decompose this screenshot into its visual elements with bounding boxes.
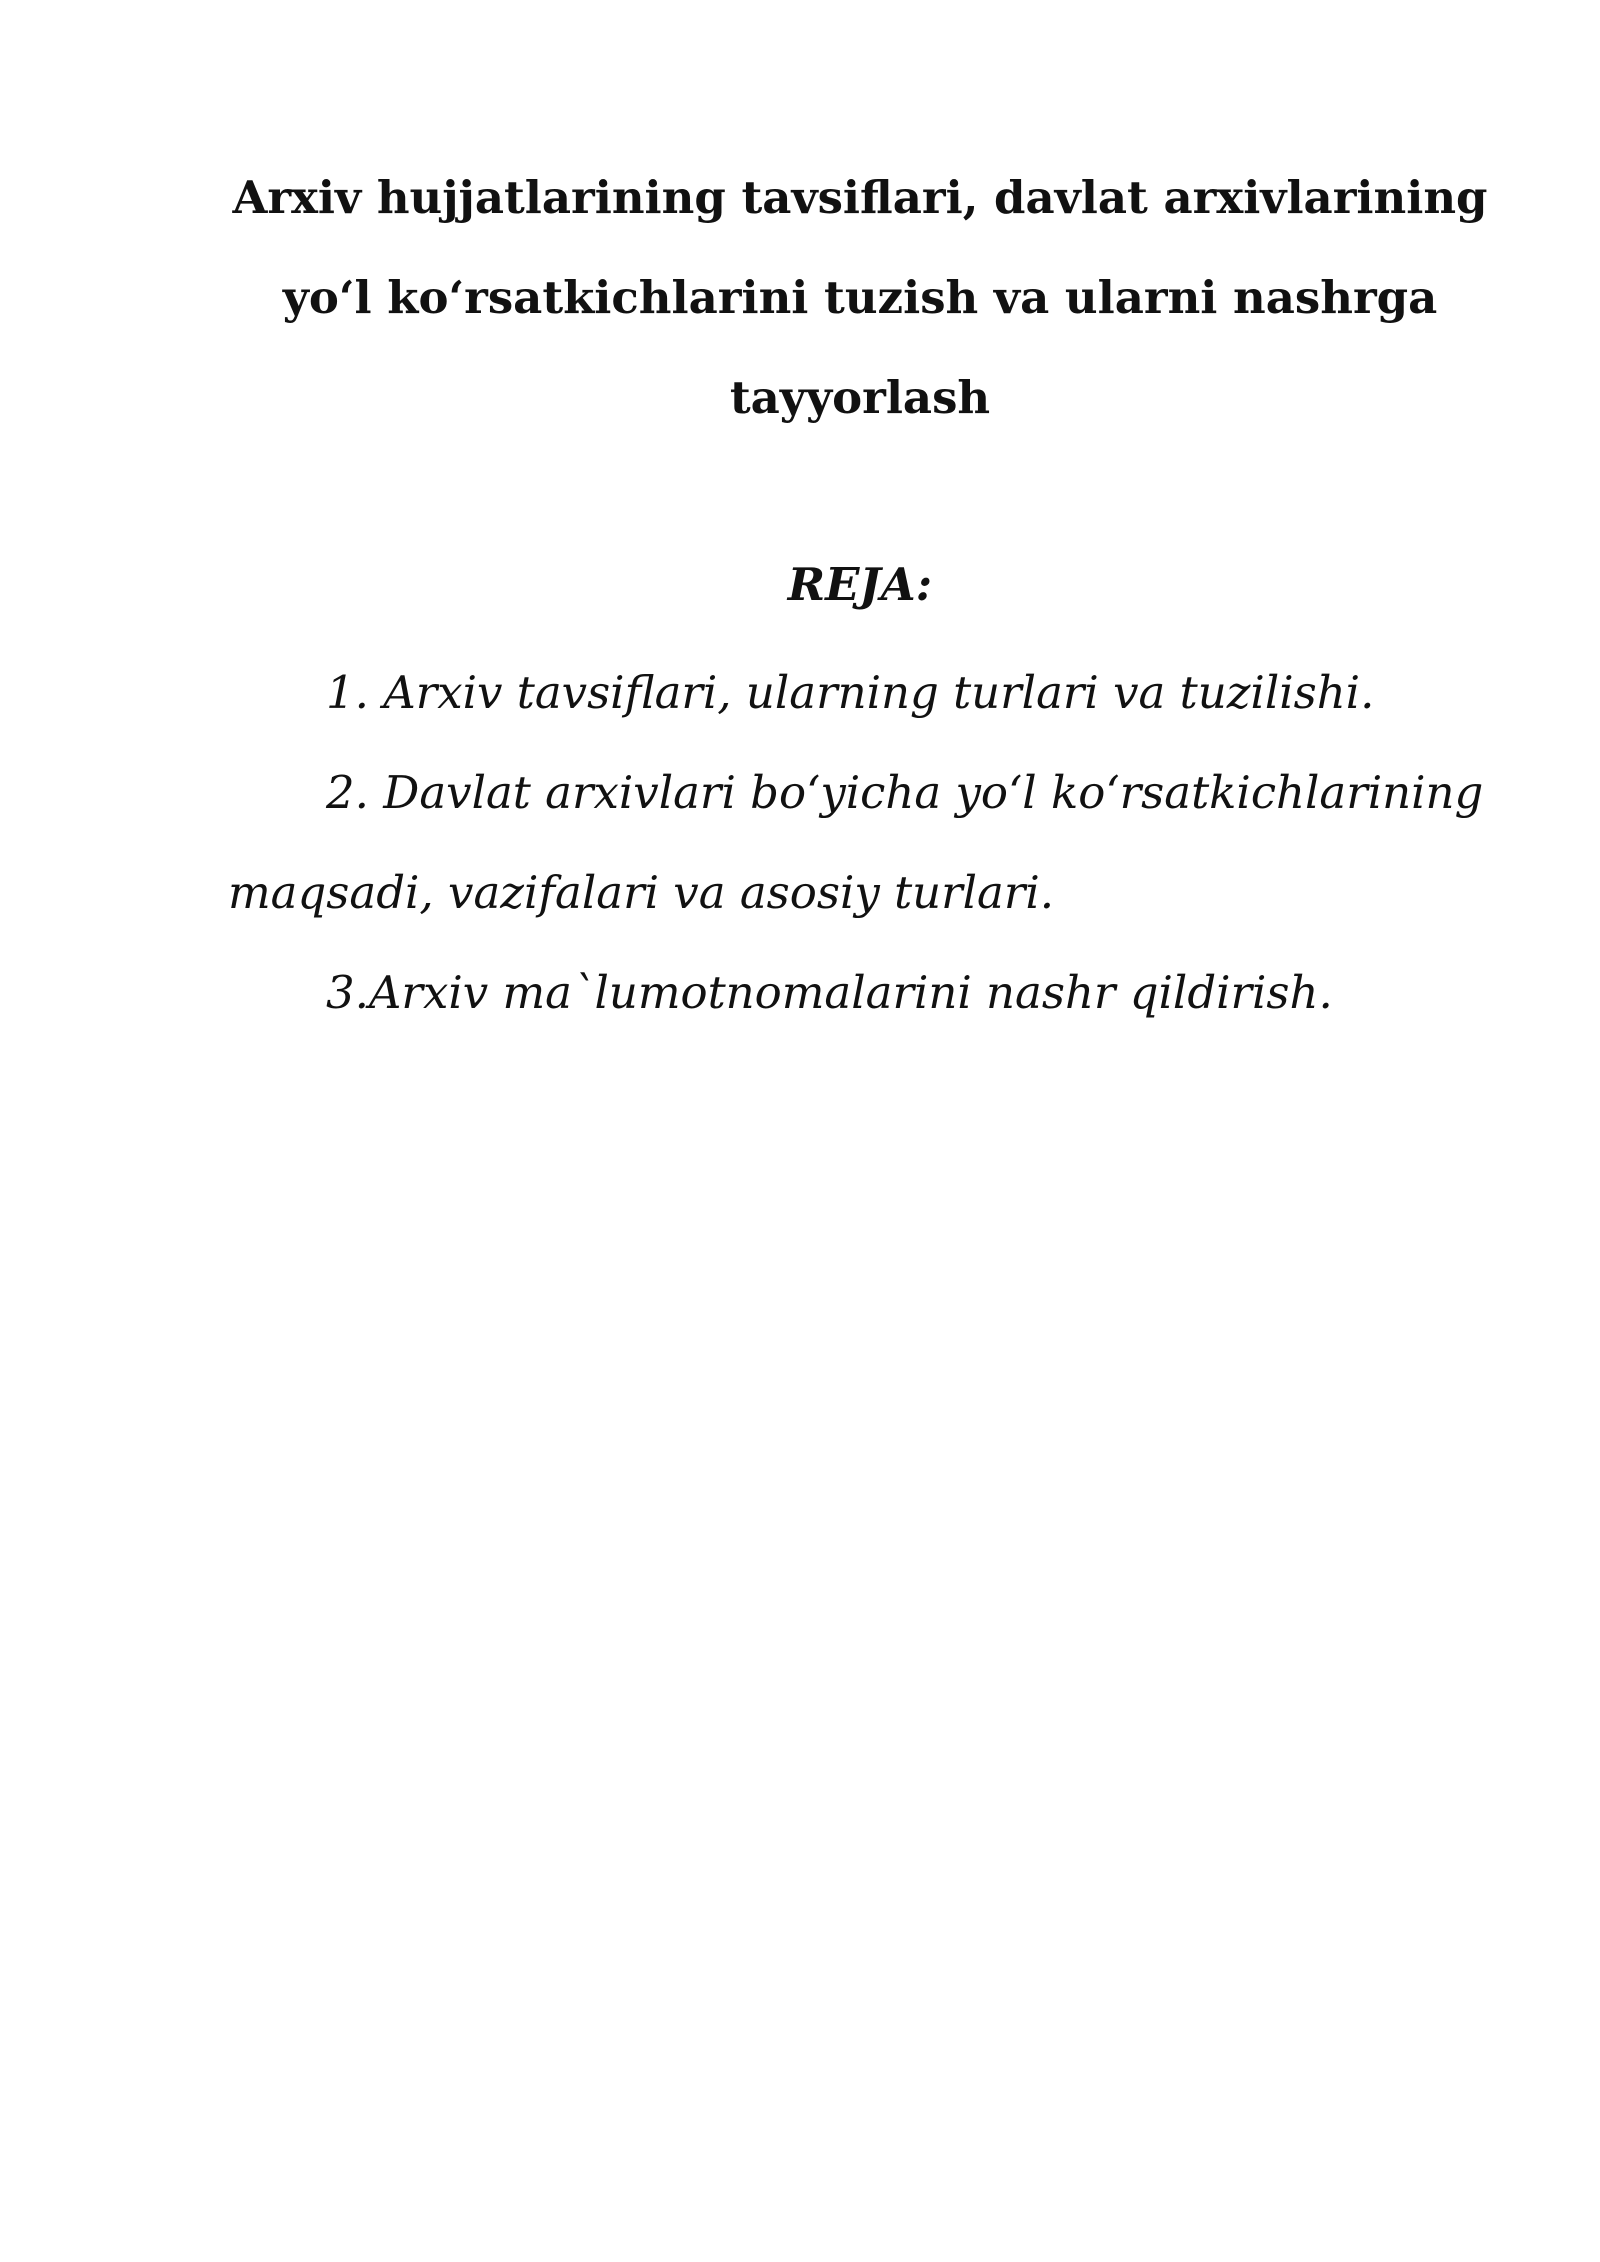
plan-item-3: 3.Arxiv ma`lumotnomalarini nashr qildirish.: [326, 966, 1333, 1019]
title-line-3: tayyorlash: [729, 371, 991, 424]
title-line-1: Arxiv hujjatlarining tavsiflari, davlat arxivlarining: [232, 171, 1488, 224]
plan-item-2: 2. Davlat arxivlari bo‘yicha yo‘l ko‘rsatkichlarining maqsadi, vazifalari va asosiy turlari.: [228, 766, 1484, 919]
plan-heading: REJA:: [787, 558, 933, 611]
document-title: [228, 148, 1492, 448]
plan-item-1: 1. Arxiv tavsiflari, ularning turlari va tuzilishi.: [326, 666, 1375, 719]
plan-list: [228, 643, 1492, 1043]
title-line-2: yo‘l ko‘rsatkichlarini tuzish va ularni nashrga: [282, 271, 1438, 324]
